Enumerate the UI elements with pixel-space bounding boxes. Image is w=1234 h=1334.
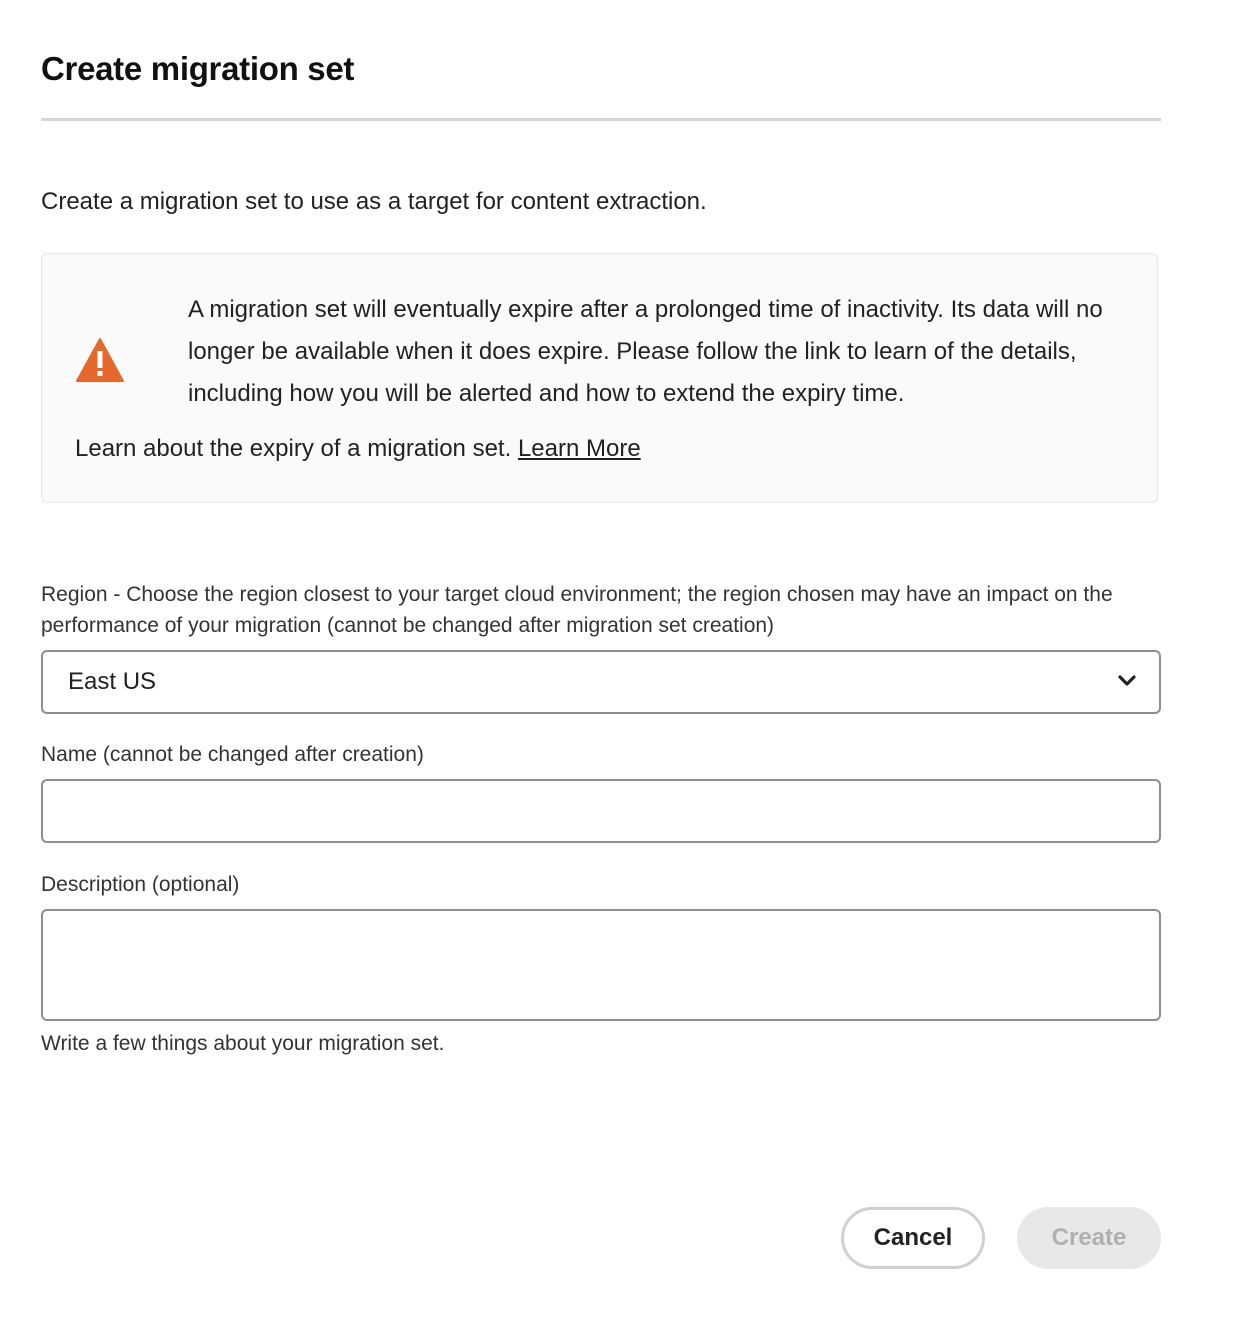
cancel-button[interactable]: Cancel xyxy=(841,1207,985,1269)
name-label: Name (cannot be changed after creation) xyxy=(41,743,424,766)
alert-learn-text: Learn about the expiry of a migration set. xyxy=(75,435,512,462)
create-button[interactable]: Create xyxy=(1017,1207,1161,1269)
alert-learn-row xyxy=(75,435,641,463)
description-label: Description (optional) xyxy=(41,873,240,896)
chevron-down-icon xyxy=(1117,674,1137,688)
learn-more-link[interactable]: Learn More xyxy=(517,435,641,462)
warning-icon xyxy=(75,337,125,383)
region-select-value: East US xyxy=(68,668,157,695)
dialog-intro: Create a migration set to use as a target for content extraction. xyxy=(41,188,707,215)
title-divider xyxy=(41,118,1161,121)
expiry-alert xyxy=(41,253,1158,503)
name-input[interactable] xyxy=(41,779,1161,843)
region-label: Region - Choose the region closest to your target cloud environment; the region chosen may have an impact on the performance of your migration (cannot be changed after migration set creation) xyxy=(41,583,1113,637)
dialog-title: Create migration set xyxy=(41,50,355,87)
description-textarea[interactable] xyxy=(41,909,1161,1021)
region-select[interactable] xyxy=(41,650,1161,714)
alert-message: A migration set will eventually expire after a prolonged time of inactivity. Its data will no longer be available when it does expire. Please follow the link to learn of the details, including how you will be alerted and how to extend the expiry time. xyxy=(188,296,1103,407)
description-helper-text: Write a few things about your migration set. xyxy=(41,1032,445,1055)
